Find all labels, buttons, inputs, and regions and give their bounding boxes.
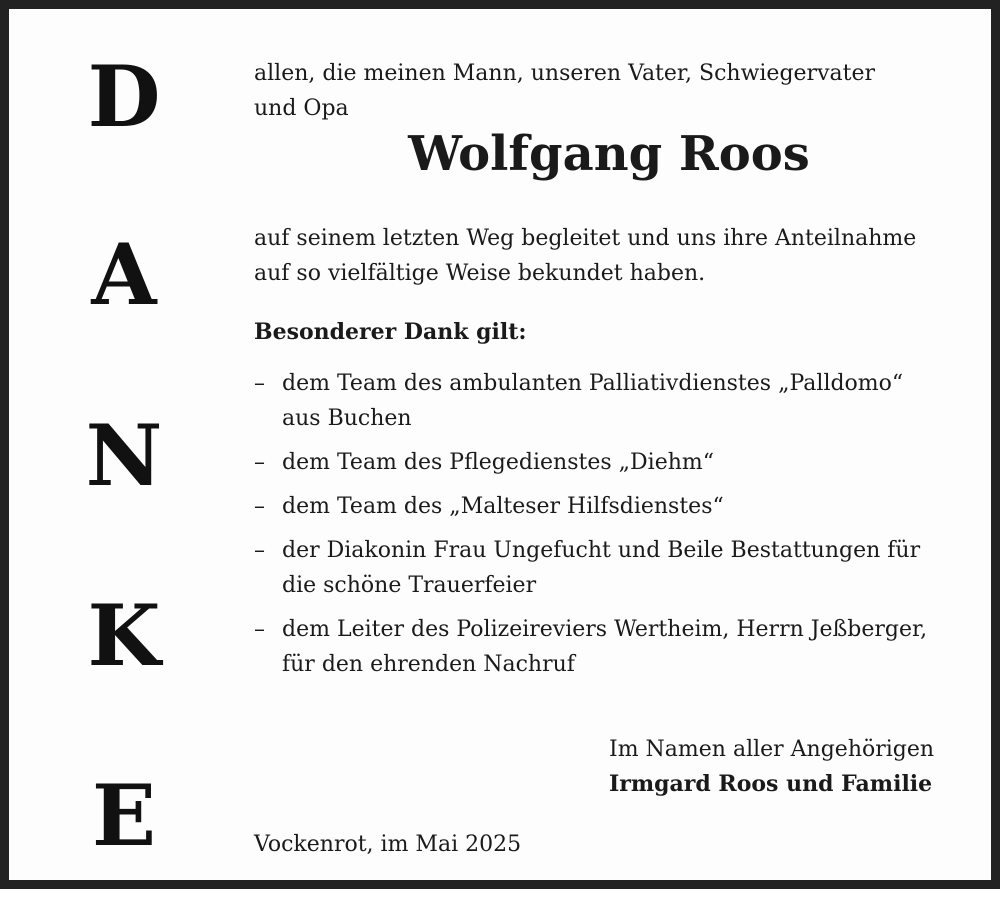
list-item-line: für den ehrenden Nachruf <box>282 652 575 677</box>
list-item-line: dem Team des „Malteser Hilfsdienstes“ <box>282 494 724 519</box>
list-item <box>254 366 974 436</box>
list-item-line: dem Team des Pflegedienstes „Diehm“ <box>282 450 715 475</box>
letter-k: K <box>87 586 161 685</box>
dash-bullet: – <box>254 617 265 642</box>
danke-vertical-letters <box>9 9 239 898</box>
list-item <box>254 489 974 524</box>
letter-d: D <box>87 47 161 146</box>
intro-line: und Opa <box>254 96 349 121</box>
thanks-list <box>254 366 974 691</box>
special-thanks-heading: Besonderer Dank gilt: <box>254 319 527 345</box>
paragraph-line: auf seinem letzten Weg begleitet und uns ihre Anteilnahme <box>254 226 917 251</box>
dash-bullet: – <box>254 450 265 475</box>
paragraph-line: auf so vielfältige Weise bekundet haben. <box>254 261 706 286</box>
intro-line: allen, die meinen Mann, unseren Vater, Schwiegervater <box>254 61 875 86</box>
thanks-paragraph <box>254 221 916 291</box>
dash-bullet: – <box>254 494 265 519</box>
place-and-date: Vockenrot, im Mai 2025 <box>254 832 522 857</box>
list-item-line: die schöne Trauerfeier <box>282 573 537 598</box>
signature-line: Im Namen aller Angehörigen <box>609 737 935 762</box>
list-item <box>254 533 974 603</box>
letter-e: E <box>91 766 157 865</box>
list-item-line: der Diakonin Frau Ungefucht und Beile Bestattungen für <box>282 538 921 563</box>
list-item <box>254 445 974 480</box>
dash-bullet: – <box>254 538 265 563</box>
dash-bullet: – <box>254 371 265 396</box>
list-item-line: aus Buchen <box>282 406 412 431</box>
list-item-line: dem Leiter des Polizeireviers Wertheim, Herrn Jeßberger, <box>282 617 928 642</box>
signature-family-name: Irmgard Roos und Familie <box>609 771 933 797</box>
letter-n: N <box>85 406 163 505</box>
signature-block <box>609 732 934 802</box>
deceased-name: Wolfgang Roos <box>408 126 810 182</box>
list-item <box>254 612 974 682</box>
letter-a: A <box>91 225 157 324</box>
intro-text <box>254 56 875 126</box>
list-item-line: dem Team des ambulanten Palliativdienstes „Palldomo“ <box>282 371 904 396</box>
